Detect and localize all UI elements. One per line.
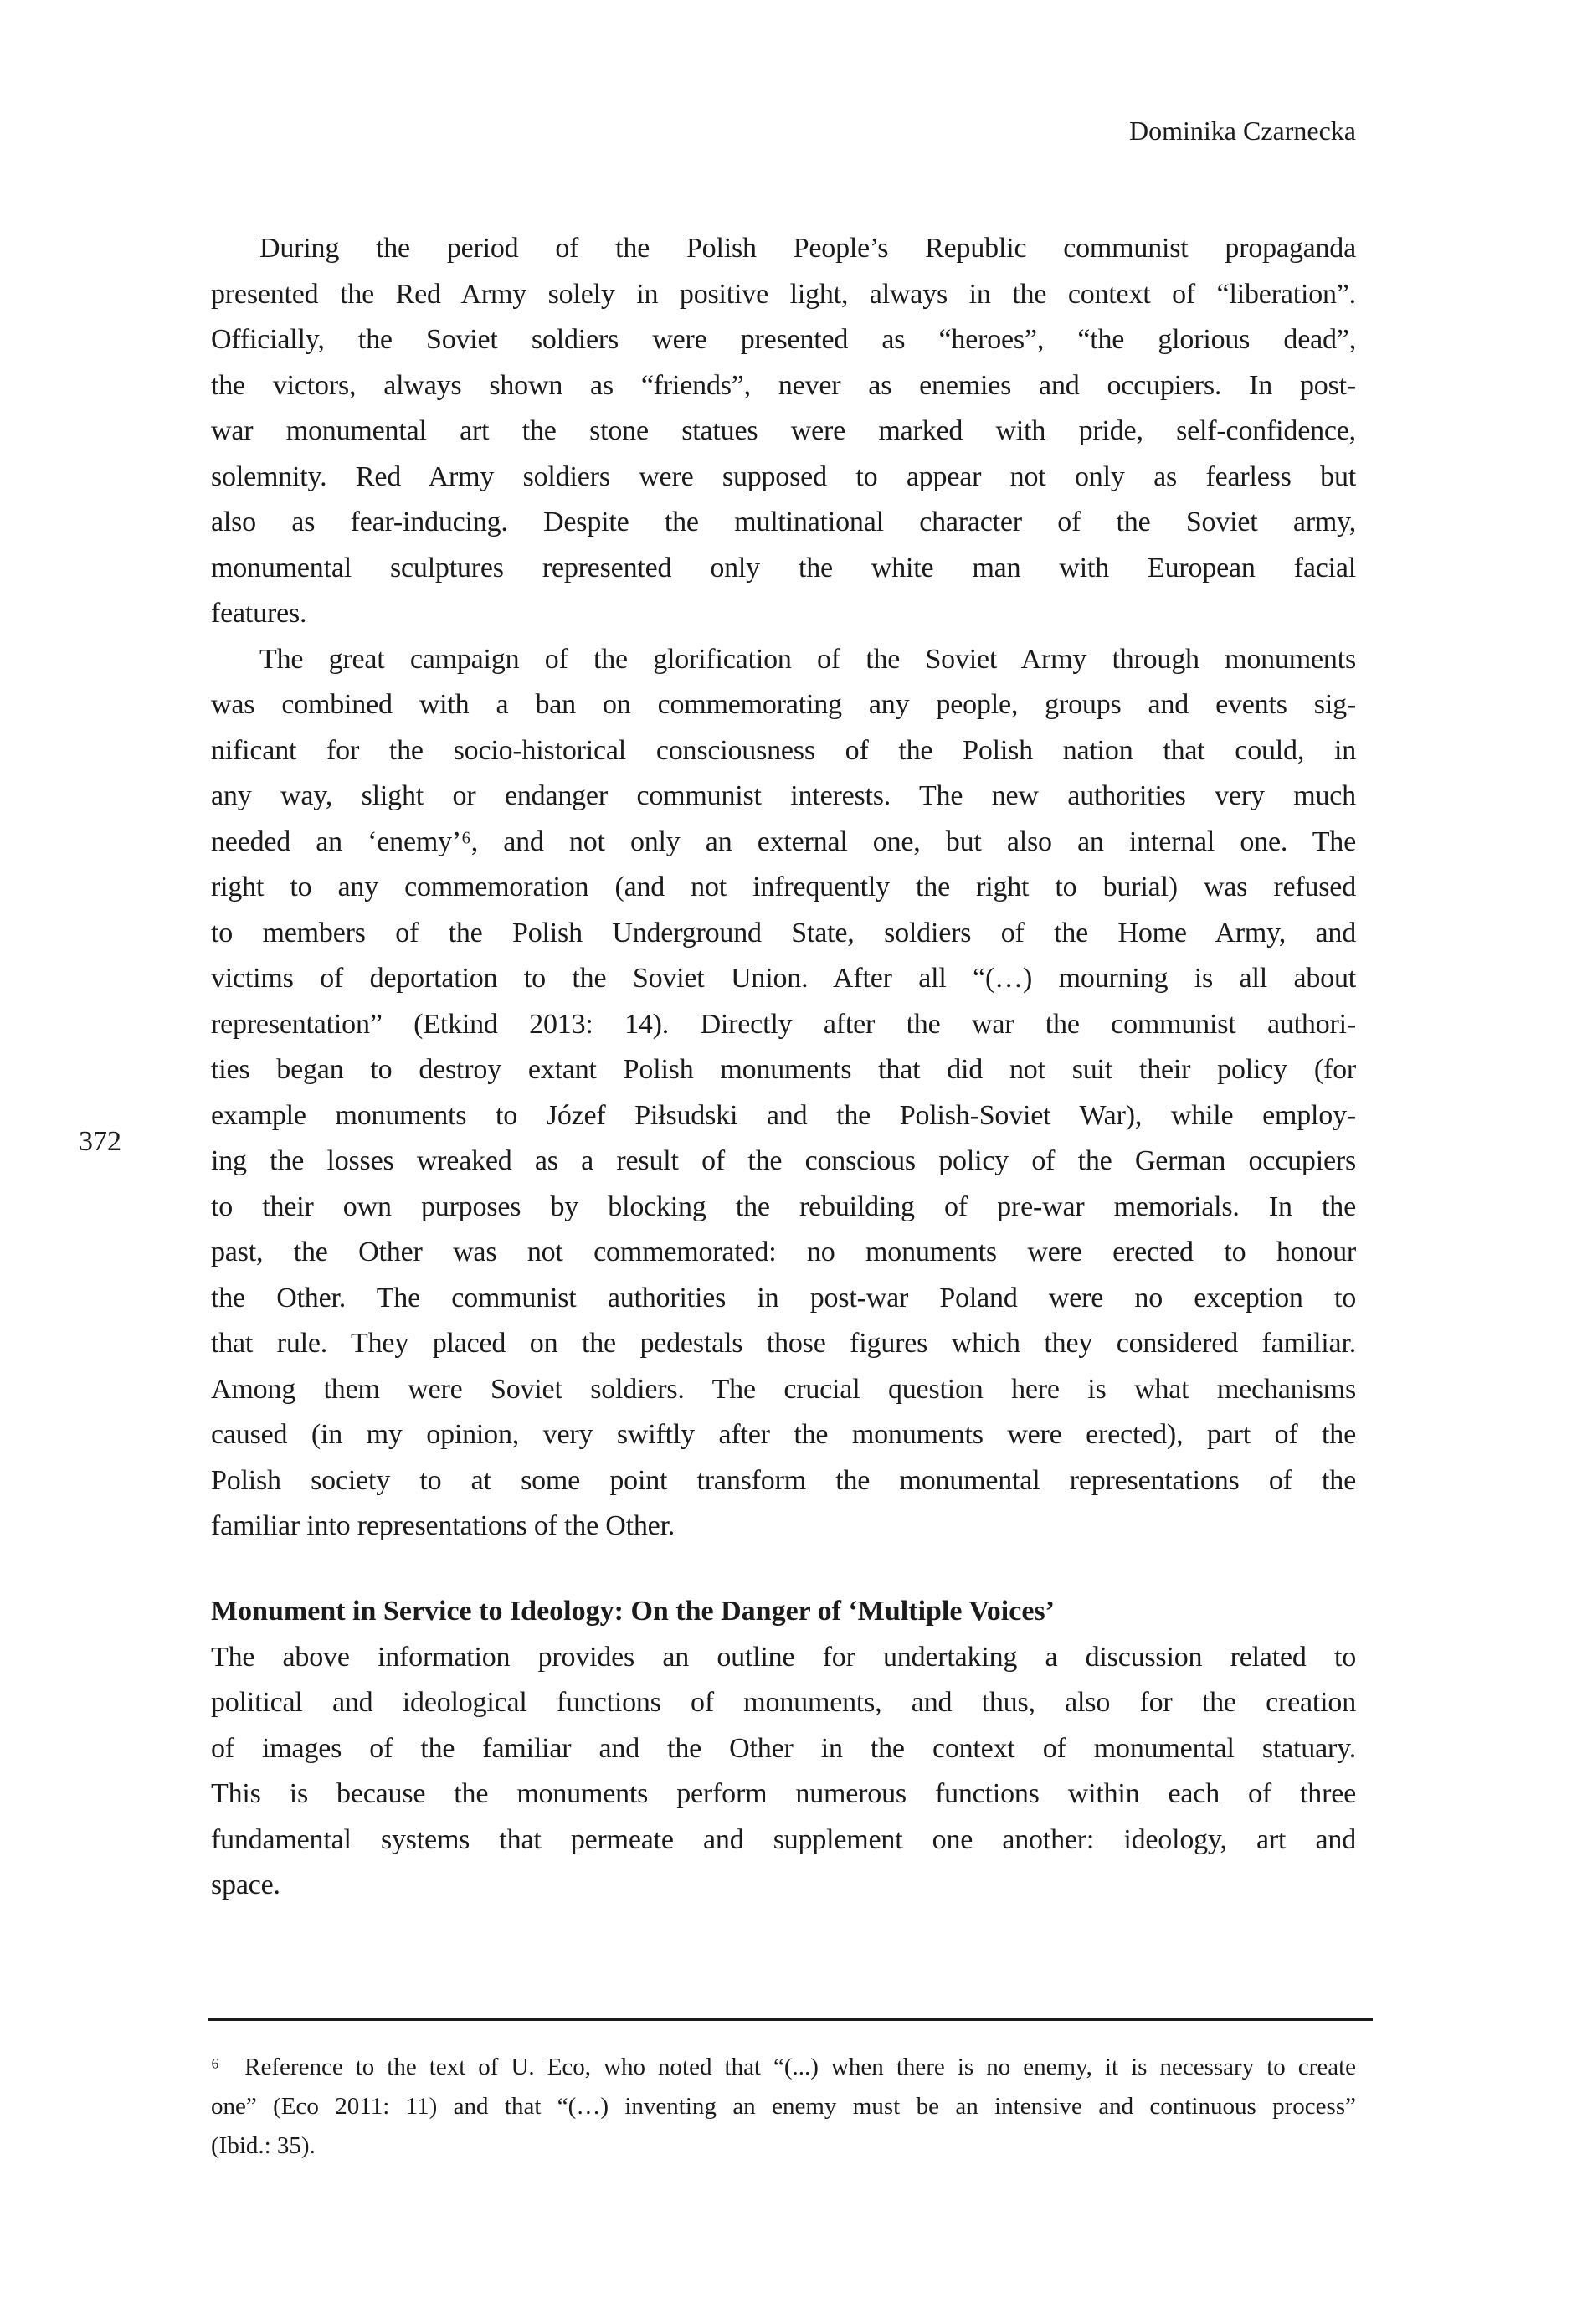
text-line: The above information provides an outline for undertaking a discussion related to xyxy=(211,1641,1356,1673)
text-line: that rule. They placed on the pedestals those figures which they considered familiar. xyxy=(211,1328,1356,1359)
text-line: Among them were Soviet soldiers. The crucial question here is what mechanisms xyxy=(211,1373,1356,1405)
text-line: caused (in my opinion, very swiftly after the monuments were erected), part of the xyxy=(211,1419,1356,1450)
text-line: to members of the Polish Underground State, soldiers of the Home Army, and xyxy=(211,917,1356,949)
text-line: to their own purposes by blocking the rebuilding of pre-war memorials. In the xyxy=(211,1190,1356,1222)
text-line: features. xyxy=(211,598,307,629)
text-line: ing the losses wreaked as a result of the conscious policy of the German occupiers xyxy=(211,1145,1356,1176)
text-line: the Other. The communist authorities in post-war Poland were no exception to xyxy=(211,1282,1356,1314)
text-line: ties began to destroy extant Polish monuments that did not suit their policy (for xyxy=(211,1054,1356,1085)
author-header: Dominika Czarnecka xyxy=(1129,116,1356,146)
footnote-separator xyxy=(208,2018,1373,2021)
text-line: space. xyxy=(211,1869,280,1900)
paragraph xyxy=(211,1635,1356,1909)
text-line: nificant for the socio-historical consciousness of the Polish nation that could, in xyxy=(211,734,1356,766)
text-line: right to any commemoration (and not infrequently the right to burial) was refused xyxy=(211,872,1356,902)
paragraph xyxy=(211,2048,1356,2166)
text-line: of images of the familiar and the Other in the context of monumental statuary. xyxy=(211,1732,1356,1764)
section-heading: Monument in Service to Ideology: On the Danger of ‘Multiple Voices’ xyxy=(211,1596,1055,1627)
text-line: needed an ‘enemy’⁶, and not only an external one, but also an internal one. The xyxy=(211,825,1356,857)
text-line: victims of deportation to the Soviet Union. After all “(…) mourning is all about xyxy=(211,963,1356,994)
text-line: fundamental systems that permeate and supplement one another: ideology, art and xyxy=(211,1823,1356,1855)
text-line: Officially, the Soviet soldiers were presented as “heroes”, “the glorious dead”, xyxy=(211,324,1356,355)
section-text xyxy=(211,1635,1356,1909)
body-text xyxy=(211,226,1356,1550)
footnote xyxy=(211,2048,1356,2166)
text-line: familiar into representations of the Other. xyxy=(211,1510,675,1541)
text-line: ⁶ Reference to the text of U. Eco, who noted that “(...) when there is no enemy, it is necessary to create xyxy=(211,2054,1356,2080)
text-line: representation” (Etkind 2013: 14). Directly after the war the communist authori- xyxy=(211,1008,1356,1040)
section-block xyxy=(211,1589,1356,1909)
text-line: Polish society to at some point transform the monumental representations of the xyxy=(211,1464,1356,1496)
text-line: (Ibid.: 35). xyxy=(211,2132,316,2159)
paragraph xyxy=(211,226,1356,637)
text-line: The great campaign of the glorification of the Soviet Army through monuments xyxy=(259,643,1356,675)
text-line: was combined with a ban on commemorating any people, groups and events sig- xyxy=(211,689,1356,720)
text-line: monumental sculptures represented only the white man with European facial xyxy=(211,552,1356,584)
text-line: any way, slight or endanger communist interests. The new authorities very much xyxy=(211,780,1356,811)
paragraph xyxy=(211,637,1356,1550)
page-number: 372 xyxy=(79,1126,121,1157)
text-line: presented the Red Army solely in positive light, always in the context of “liberation”. xyxy=(211,278,1356,310)
text-line: war monumental art the stone statues were marked with pride, self-confidence, xyxy=(211,415,1356,446)
text-line: also as fear-inducing. Despite the multinational character of the Soviet army, xyxy=(211,506,1356,537)
text-line: example monuments to Józef Piłsudski and the Polish-Soviet War), while employ- xyxy=(211,1099,1356,1131)
text-line: political and ideological functions of monuments, and thus, also for the creation xyxy=(211,1687,1356,1718)
text-line: solemnity. Red Army soldiers were supposed to appear not only as fearless but xyxy=(211,460,1356,492)
text-line: During the period of the Polish People’s Republic communist propaganda xyxy=(259,233,1356,264)
text-line: past, the Other was not commemorated: no monuments were erected to honour xyxy=(211,1237,1356,1267)
text-line: This is because the monuments perform numerous functions within each of three xyxy=(211,1778,1356,1809)
text-line: the victors, always shown as “friends”, never as enemies and occupiers. In post- xyxy=(211,369,1356,401)
text-line: one” (Eco 2011: 11) and that “(…) inventing an enemy must be an intensive and continuous process” xyxy=(211,2093,1356,2120)
